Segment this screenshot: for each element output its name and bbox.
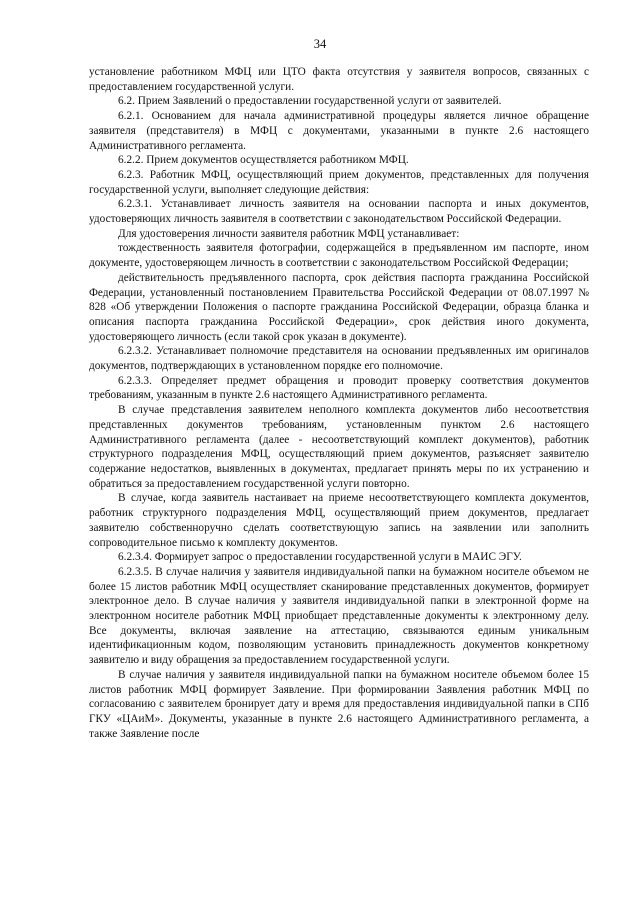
- paragraph: 6.2.3. Работник МФЦ, осуществляющий прием документов, представленных для получения государственной услуги, выполняет следующие действия:: [89, 168, 589, 196]
- paragraph: 6.2.3.2. Устанавливает полномочие представителя на основании предъявленных им оригиналов документов, подтверждающих в установленном порядке его полномочие.: [89, 345, 589, 373]
- paragraph: 6.2.3.5. В случае наличия у заявителя индивидуальной папки на бумажном носителе объемом не более 15 листов работник МФЦ осуществляет сканирование представленных документов, формирует электронное дело. В случае наличия у заявителя индивидуальной папки в электронной форме на электронном носителе работник МФЦ приобщает представленные документы к электронному делу. Все документы, включая заявление на аттестацию, связываются единым уникальным идентификационным кодом, позволяющим установить принадлежность документов конкретному заявителю и виду обращения за предоставлением государственной услуги.: [89, 565, 589, 667]
- paragraph: В случае, когда заявитель настаивает на приеме несоответствующего комплекта документов, работник структурного подразделения МФЦ, осуществляющий прием документов, предлагает заявителю собственноручно сделать соответствующую запись на заявлении или заполнить сопроводительное письмо к комплекту документов.: [89, 492, 589, 549]
- paragraph: В случае наличия у заявителя индивидуальной папки на бумажном носителе объемом более 15 листов работник МФЦ формирует Заявление. При формировании Заявления работник МФЦ по согласованию с заявителем бронирует дату и время для предоставления индивидуальной папки в СПб ГКУ «ЦАиМ». Документы, указанные в пункте 2.6 настоящего Административного регламента, а также Заявление после: [89, 668, 589, 740]
- paragraph: Для удостоверения личности заявителя работник МФЦ устанавливает:: [118, 227, 460, 240]
- paragraph: 6.2.3.1. Устанавливает личность заявителя на основании паспорта и иных документов, удостоверяющих личность заявителя в соответствии с законодательством Российской Федерации.: [89, 198, 589, 226]
- paragraph: 6.2.2. Прием документов осуществляется работником МФЦ.: [118, 154, 409, 167]
- paragraph: 6.2.1. Основанием для начала административной процедуры является личное обращение заявителя (представителя) в МФЦ с документами, указанными в пункте 2.6 настоящего Административного регламента.: [89, 110, 589, 152]
- paragraph: 6.2.3.3. Определяет предмет обращения и проводит проверку соответствия документов требованиям, указанным в пункте 2.6 настоящего Административного регламента.: [89, 374, 589, 402]
- paragraph: установление работником МФЦ или ЦТО факта отсутствия у заявителя вопросов, связанных с предоставлением государственной услуги.: [89, 66, 589, 93]
- paragraph: тождественность заявителя фотографии, содержащейся в предъявленном им паспорте, ином документе, удостоверяющем личность в соответствии с законодательством Российской Федерации;: [89, 242, 589, 270]
- document-body: [89, 65, 589, 741]
- page-number: 34: [313, 37, 327, 51]
- paragraph: В случае представления заявителем неполного комплекта документов либо несоответствия представленных документов требованиям, установленным пунктом 2.6 настоящего Административного регламента (далее - несоответствующий комплект документов), работник структурного подразделения МФЦ, осуществляющий прием документов, разъясняет заявителю содержание недостатков, выявленных в документах, предлагает принять меры по их устранению и обратиться за предоставлением государственной услуги повторно.: [89, 404, 589, 490]
- paragraph: 6.2.3.4. Формирует запрос о предоставлении государственной услуги в МАИС ЭГУ.: [118, 551, 522, 564]
- paragraph: 6.2. Прием Заявлений о предоставлении государственной услуги от заявителей.: [118, 95, 502, 108]
- paragraph: действительность предъявленного паспорта, срок действия паспорта гражданина Российской Федерации, установленный постановлением Правительства Российской Федерации от 08.07.1997 № 828 «Об утверждении Положения о паспорте гражданина Российской Федерации, образца бланка и описания паспорта гражданина Российской Федерации», срок действия иного документа, удостоверяющего личность (если такой срок указан в документе).: [89, 271, 589, 343]
